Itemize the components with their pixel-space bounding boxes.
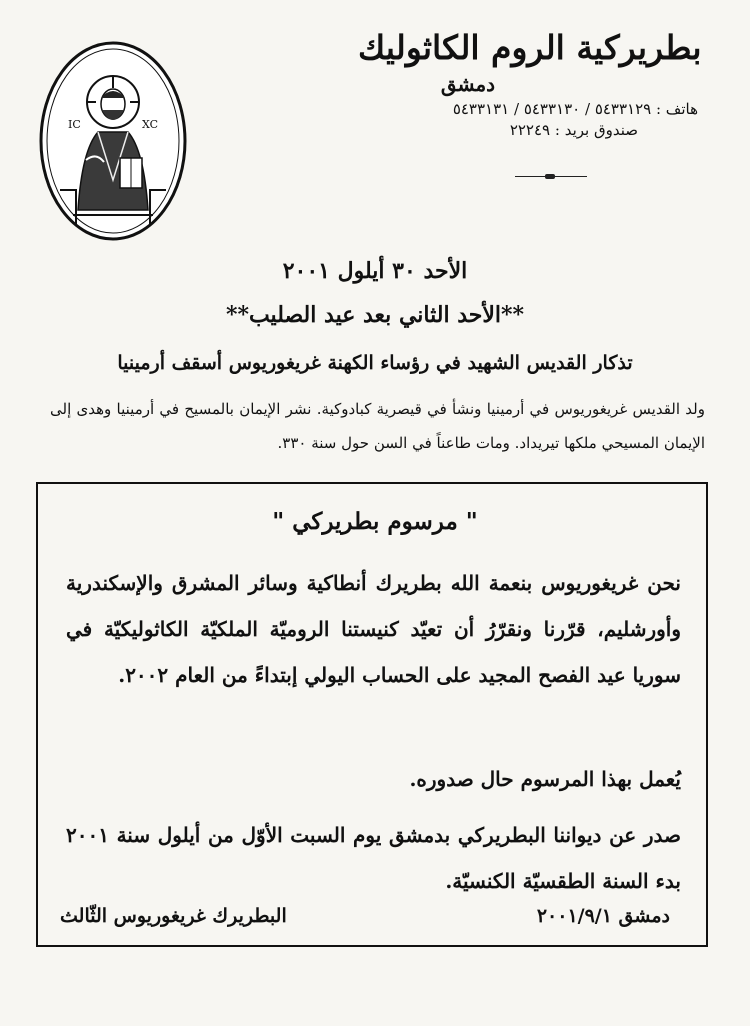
letterhead-divider xyxy=(515,176,587,177)
emblem-letters-right: XC xyxy=(142,118,159,131)
decree-effective-note: يُعمل بهذا المرسوم حال صدوره. xyxy=(409,767,681,791)
patriarch-signature: البطريرك غريغوريوس الثّالث xyxy=(60,905,287,927)
letterhead xyxy=(348,28,708,140)
decree-issuance: صدر عن ديواننا البطريركي بدمشق يوم السبت الأوّل من أيلول سنة ٢٠٠١ بدء السنة الطقسيّة الكنسيّة. xyxy=(66,823,681,893)
feast-date: الأحد ٣٠ أيلول ٢٠٠١ xyxy=(282,258,468,284)
letterhead-city: دمشق xyxy=(440,72,496,96)
sunday-title: **الأحد الثاني بعد عيد الصليب** xyxy=(225,302,525,328)
letterhead-phone: هاتف : ٥٤٣٣١٢٩ / ٥٤٣٣١٣٠ / ٥٤٣٣١٣١ xyxy=(452,100,698,118)
place-and-date: دمشق ٢٠٠١/٩/١ xyxy=(536,905,670,927)
decree-title: " مرسوم بطريركي " xyxy=(272,508,478,535)
emblem-letters-left: IC xyxy=(68,118,81,131)
decree-body: نحن غريغوريوس بنعمة الله بطريرك أنطاكية وسائر المشرق والإسكندرية وأورشليم، قرّرنا ونقرّرُ أن تعيّد كنيستنا الروميّة الملكيّة الكاثوليكيّة في سوريا عيد الفصح المجيد على الحساب اليولي إبتداءً من العام ٢٠٠٢. xyxy=(66,571,681,687)
letterhead-pobox: صندوق بريد : ٢٢٢٤٩ xyxy=(509,121,638,139)
patriarchate-name: بطريركية الروم الكاثوليك xyxy=(358,28,702,67)
saint-biography: ولد القديس غريغوريوس في أرمينيا ونشأ في قيصرية كبادوكية. نشر الإيمان بالمسيح في أرمينيا وهدى إلى الإيمان المسيحي ملكها تيريداد. ومات طاعناً في السن حول سنة ٣٣٠. xyxy=(50,400,705,452)
commemoration-heading: تذكار القديس الشهيد في رؤساء الكهنة غريغوريوس أسقف أرمينيا xyxy=(117,352,633,374)
christ-pantocrator-medallion-icon xyxy=(38,40,188,242)
